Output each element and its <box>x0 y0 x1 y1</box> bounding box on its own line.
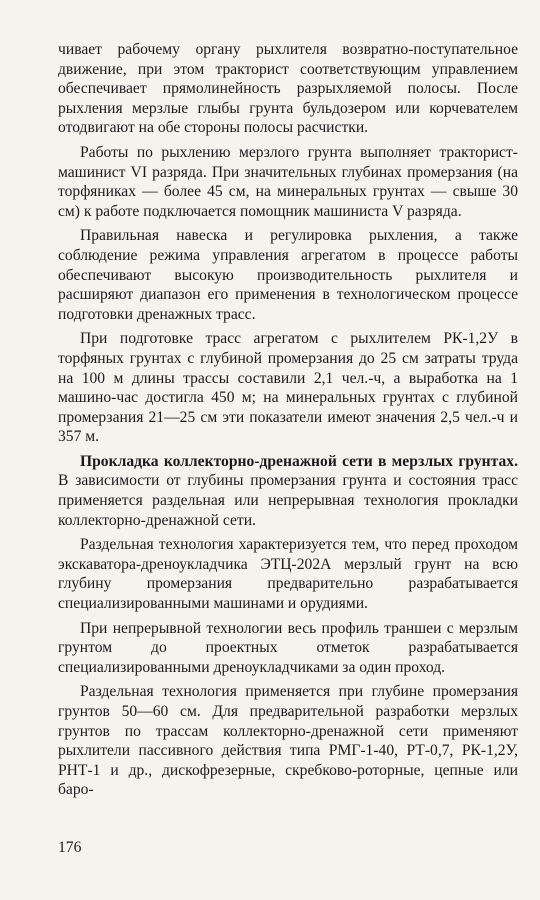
paragraph-5-text: В зависимости от глубины промерзания грунта и состояния трасс применяется раздельная или непрерывная технология прокладки коллекторно-дренажной сети. <box>58 472 518 529</box>
paragraph-6: Раздельная технология характеризуется тем, что перед проходом экскаватора-дреноукладчика ЭТЦ-202А мерзлый грунт на всю глубину промерзания предварительно разрабатывается специализированными машинами и орудиями. <box>58 536 518 613</box>
paragraph-7: При непрерывной технологии весь профиль траншеи с мерзлым грунтом до проектных отметок разрабатывается специализированными дреноукладчиками за один проход. <box>58 619 518 676</box>
section-heading: Прокладка коллекторно-дренажной сети в мерзлых грунтах. <box>80 452 518 470</box>
paragraph-4: При подготовке трасс агрегатом с рыхлителем РК-1,2У в торфяных грунтах с глубиной промерзания до 25 см затраты труда на 100 м длины трассы составили 2,1 чел.-ч, а выработка на 1 машино-час достигла 450 м; на минеральных грунтах с глубиной промерзания 21—25 см эти показатели имеют значения 2,5 чел.-ч и 357 м. <box>58 330 518 446</box>
paragraph-5 <box>58 452 518 530</box>
paragraph-8: Раздельная технология применяется при глубине промерзания грунтов 50—60 см. Для предварительной разработки мерзлых грунтов по трассам коллекторно-дренажной сети применяют рыхлители пассивного действия типа РМГ-1-40, РТ-0,7, РК-1,2У, РНТ-1 и др., дискофрезерные, скребково-роторные, цепные или баро- <box>58 683 518 799</box>
page-number: 176 <box>58 839 82 856</box>
paragraph-3: Правильная навеска и регулировка рыхления, а также соблюдение режима управления агрегатом в процессе работы обеспечивают высокую производительность рыхлителя и расширяют диапазон его применения в технологическом процессе подготовки дренажных трасс. <box>58 227 518 323</box>
paragraph-1: чивает рабочему органу рыхлителя возвратно-поступательное движение, при этом тракторист соответствующим управлением обеспечивает прямолинейность разрыхляемой полосы. После рыхления мерзлые глыбы грунта бульдозером или корчевателем отодвигают на обе стороны полосы расчистки. <box>58 41 518 137</box>
paragraph-2: Работы по рыхлению мерзлого грунта выполняет тракторист-машинист VI разряда. При значительных глубинах промерзания (на торфяниках — более 45 см, на минеральных грунтах — свыше 30 см) к работе подключается помощник машиниста V разряда. <box>58 143 518 220</box>
page-text-body <box>58 40 518 805</box>
